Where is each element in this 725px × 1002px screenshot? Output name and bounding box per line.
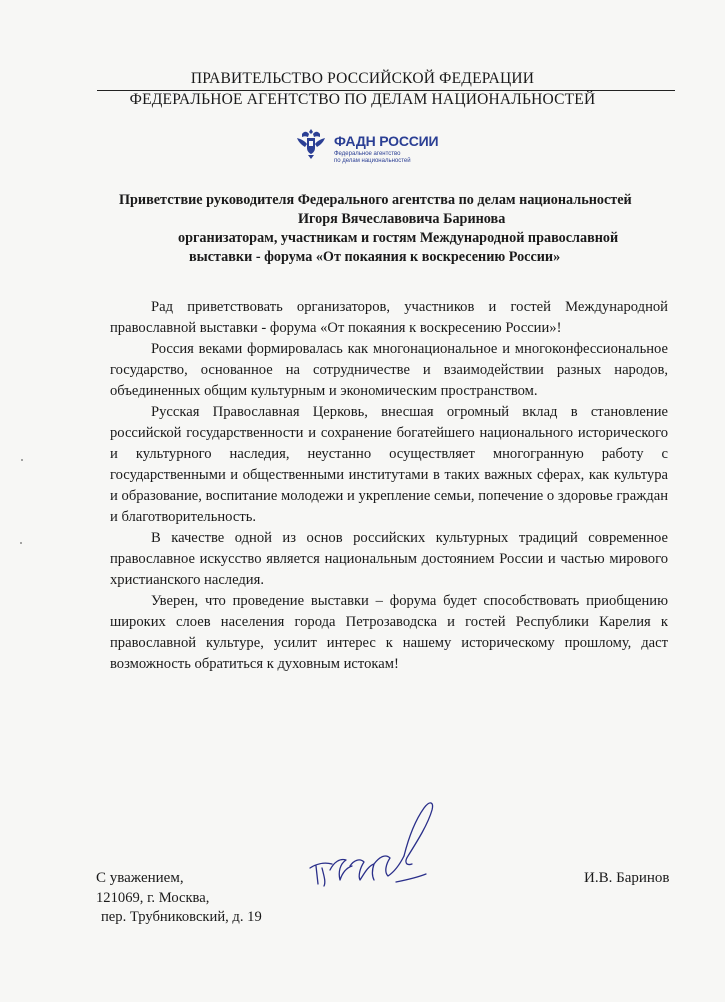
logo-subtitle-line2: по делам национальностей	[334, 158, 411, 164]
scan-speck	[21, 459, 23, 461]
body-paragraph-4: В качестве одной из основ российских культурных традиций современное православное искусство является национальным достоянием России и частью мирового христианского наследия.	[110, 530, 668, 588]
greeting-title-line4: выставки - форума «От покаяния к воскресению России»	[189, 249, 561, 265]
logo-title: ФАДН РОССИИ	[334, 133, 439, 149]
greeting-title-line2: Игоря Вячеславовича Баринова	[298, 211, 506, 227]
fadn-logo	[296, 124, 439, 170]
scan-speck	[20, 542, 22, 544]
address-line2: пер. Трубниковский, д. 19	[101, 909, 262, 925]
greeting-title-line1: Приветствие руководителя Федерального агентства по делам национальностей	[119, 192, 632, 208]
government-header: ПРАВИТЕЛЬСТВО РОССИЙСКОЙ ФЕДЕРАЦИИ	[190, 70, 535, 87]
signer-name: И.В. Баринов	[584, 870, 670, 886]
body-paragraph-5: Уверен, что проведение выставки – форума будет способствовать приобщению широких слоев населения города Петрозаводска и гостей Республики Карелия к православной культуре, усилит интерес к нашему историческому прошлому, даст возможность обратиться к духовным истокам!	[110, 593, 668, 672]
closing-phrase: С уважением,	[96, 870, 184, 886]
double-headed-eagle-icon	[296, 126, 326, 160]
letter-body	[110, 297, 668, 675]
agency-header: ФЕДЕРАЛЬНОЕ АГЕНТСТВО ПО ДЕЛАМ НАЦИОНАЛЬНОСТЕЙ	[129, 91, 596, 108]
greeting-title-line3: организаторам, участникам и гостям Международной православной	[178, 230, 619, 246]
body-paragraph-3: Русская Православная Церковь, внесшая огромный вклад в становление российской государственности и сохранение богатейшего национального исторического и культурного наследия, неустанно осуществляет многогранную работу с государственными и общественными институтами в таких важных сферах, как культура и образование, воспитание молодежи и укрепление семьи, попечение о здоровье граждан и благотворительность.	[110, 404, 668, 525]
logo-subtitle-line1: Федеральное агентство	[334, 151, 401, 157]
body-paragraph-1: Рад приветствовать организаторов, участников и гостей Международной православной выставки - форума «От покаяния к воскресению России»!	[110, 299, 668, 336]
logo-subtitle	[334, 151, 411, 165]
address-line1: 121069, г. Москва,	[96, 890, 210, 906]
handwritten-signature	[300, 790, 450, 900]
body-paragraph-2: Россия веками формировалась как многонациональное и многоконфессиональное государство, основанное на сотрудничестве и взаимодействии разных народов, объединенных общим культурным и экономическим пространством.	[110, 341, 668, 399]
